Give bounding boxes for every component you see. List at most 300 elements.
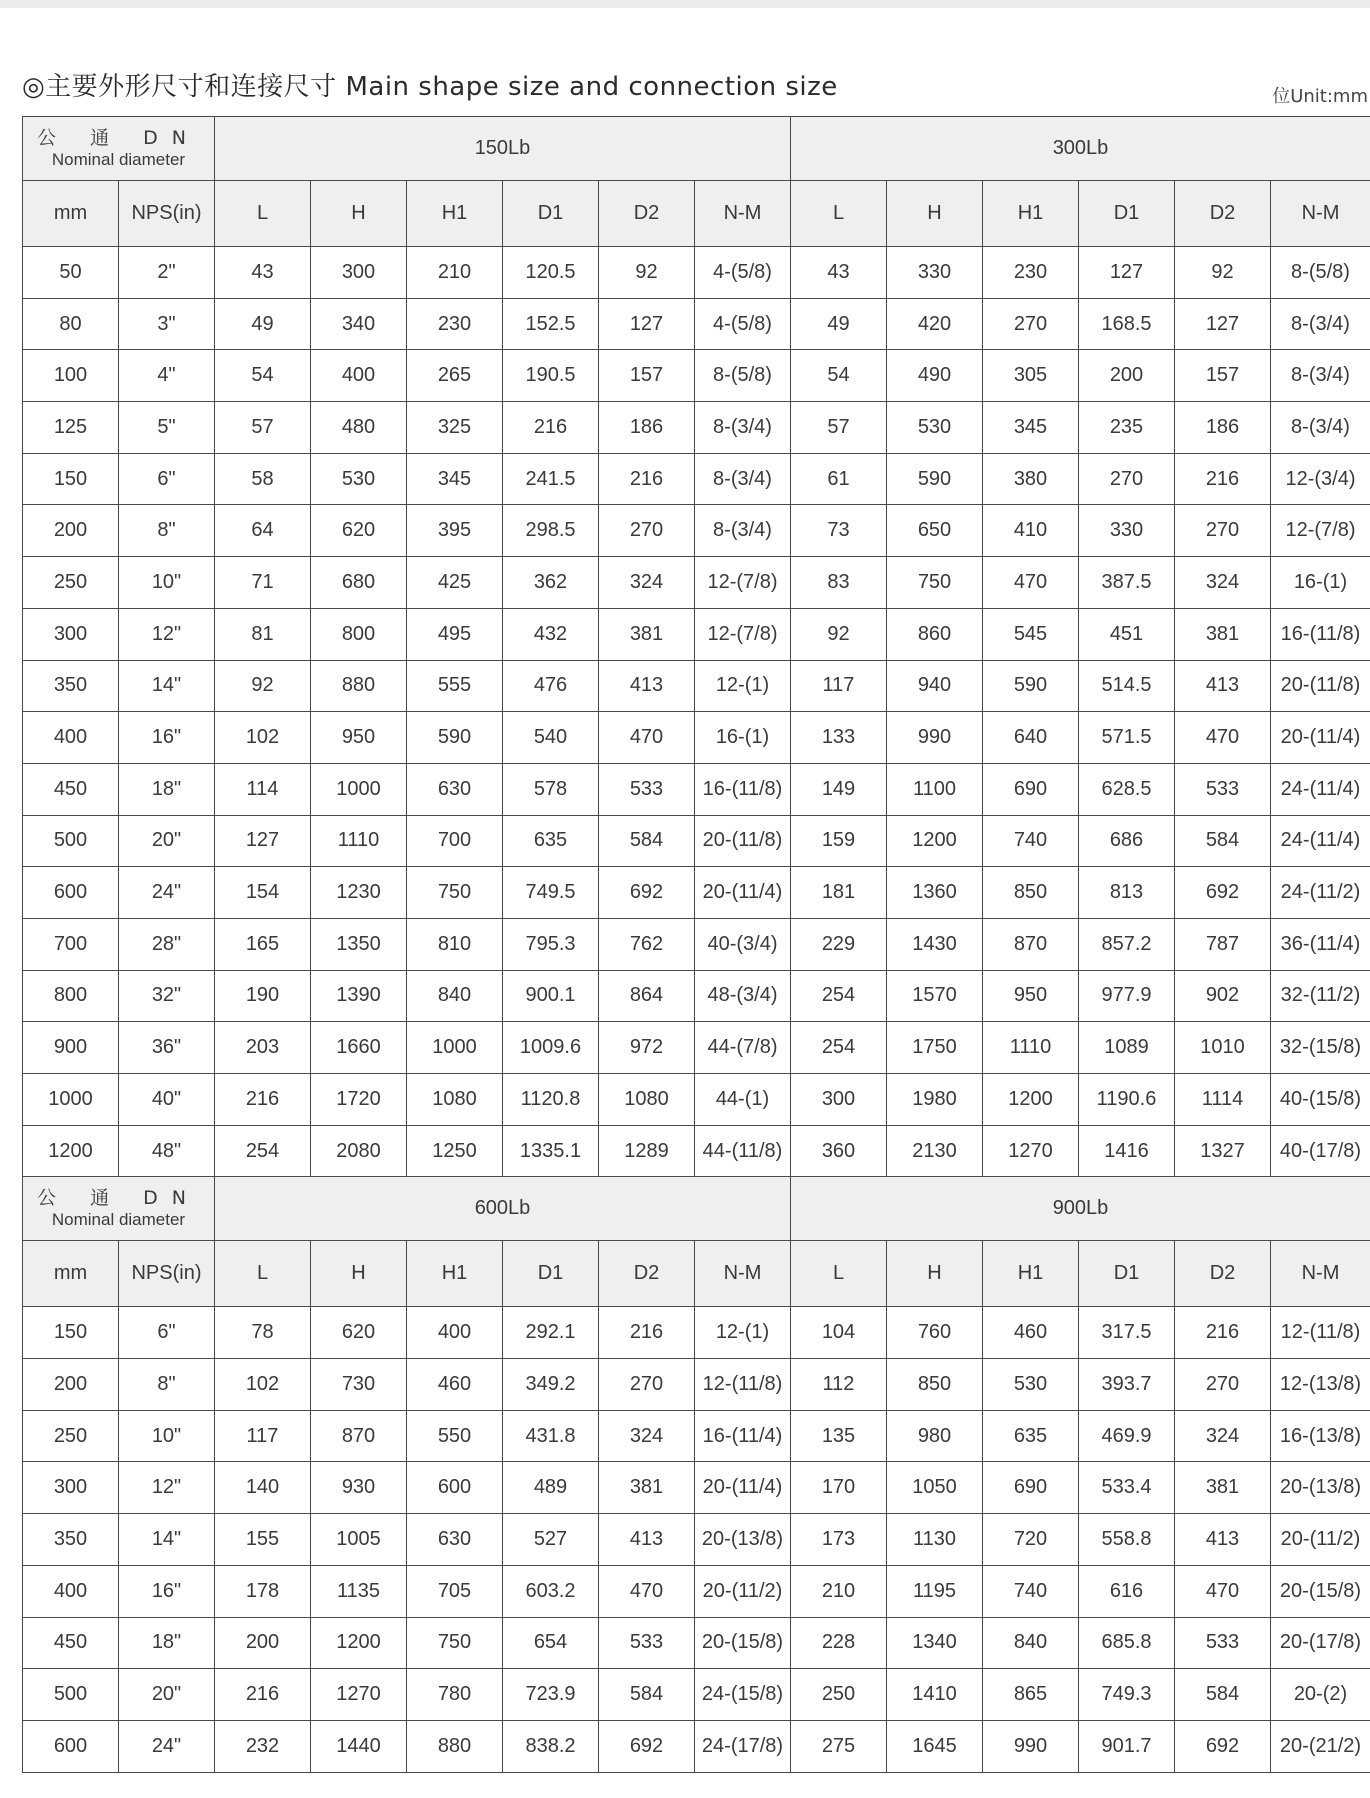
column-header: N-M [1271, 1241, 1370, 1307]
table-row [23, 505, 1370, 557]
table-cell: 470 [599, 1565, 695, 1617]
column-header: D1 [503, 1241, 599, 1307]
table-cell: 8-(3/4) [695, 402, 791, 454]
table-row [23, 608, 1370, 660]
table-cell: 460 [983, 1307, 1079, 1359]
table-cell: 990 [983, 1720, 1079, 1772]
column-header: D1 [1079, 1241, 1175, 1307]
table-cell: 1410 [887, 1669, 983, 1721]
table-cell: 92 [791, 608, 887, 660]
table-cell: 150 [23, 453, 119, 505]
table-cell: 750 [407, 867, 503, 919]
table-cell: 603.2 [503, 1565, 599, 1617]
column-header: D2 [1175, 181, 1271, 247]
table-cell: 950 [311, 712, 407, 764]
table-cell: 350 [23, 1514, 119, 1566]
table-cell: 930 [311, 1462, 407, 1514]
table-cell: 265 [407, 350, 503, 402]
table-cell: 362 [503, 557, 599, 609]
table-cell: 635 [503, 815, 599, 867]
table-cell: 780 [407, 1669, 503, 1721]
table-cell: 749.5 [503, 867, 599, 919]
table-cell: 692 [599, 867, 695, 919]
table-cell: 1327 [1175, 1125, 1271, 1177]
table-cell: 413 [1175, 1514, 1271, 1566]
table-cell: 133 [791, 712, 887, 764]
table-cell: 3" [119, 298, 215, 350]
table-cell: 44-(7/8) [695, 1022, 791, 1074]
table-cell: 228 [791, 1617, 887, 1669]
table-cell: 1130 [887, 1514, 983, 1566]
table-cell: 628.5 [1079, 763, 1175, 815]
table-cell: 1270 [983, 1125, 1079, 1177]
table-cell: 300 [311, 247, 407, 299]
table-cell: 700 [23, 918, 119, 970]
table-cell: 229 [791, 918, 887, 970]
table-cell: 8-(3/4) [695, 453, 791, 505]
table-cell: 324 [1175, 1410, 1271, 1462]
table-cell: 1570 [887, 970, 983, 1022]
table-cell: 640 [983, 712, 1079, 764]
table-cell: 432 [503, 608, 599, 660]
table-cell: 600 [23, 1720, 119, 1772]
table-cell: 324 [599, 557, 695, 609]
table-cell: 12-(11/8) [1271, 1307, 1370, 1359]
column-header: H1 [983, 181, 1079, 247]
table-cell: 431.8 [503, 1410, 599, 1462]
column-header: N-M [1271, 181, 1370, 247]
table-cell: 533.4 [1079, 1462, 1175, 1514]
table-cell: 50 [23, 247, 119, 299]
table-cell: 902 [1175, 970, 1271, 1022]
table-cell: 12" [119, 608, 215, 660]
table-cell: 102 [215, 1359, 311, 1411]
table-cell: 12-(7/8) [695, 608, 791, 660]
table-cell: 181 [791, 867, 887, 919]
table-cell: 40-(17/8) [1271, 1125, 1370, 1177]
table-cell: 36-(11/4) [1271, 918, 1370, 970]
table-cell: 8-(3/4) [1271, 298, 1370, 350]
table-cell: 2080 [311, 1125, 407, 1177]
table-cell: 584 [599, 815, 695, 867]
table-cell: 28" [119, 918, 215, 970]
table-cell: 350 [23, 660, 119, 712]
table-cell: 690 [983, 1462, 1079, 1514]
table-cell: 92 [599, 247, 695, 299]
table-cell: 73 [791, 505, 887, 557]
nominal-diameter-label-zh: 公 通 DN [37, 126, 200, 149]
table-cell: 1000 [23, 1074, 119, 1126]
table-cell: 170 [791, 1462, 887, 1514]
table-cell: 275 [791, 1720, 887, 1772]
table-cell: 16-(1) [1271, 557, 1370, 609]
table-cell: 305 [983, 350, 1079, 402]
table-cell: 135 [791, 1410, 887, 1462]
table-cell: 104 [791, 1307, 887, 1359]
table-cell: 178 [215, 1565, 311, 1617]
table-cell: 1005 [311, 1514, 407, 1566]
column-header: L [215, 181, 311, 247]
table-cell: 325 [407, 402, 503, 454]
table-cell: 12-(7/8) [1271, 505, 1370, 557]
column-header: H1 [407, 1241, 503, 1307]
table-cell: 940 [887, 660, 983, 712]
table-cell: 1110 [983, 1022, 1079, 1074]
table-cell: 92 [1175, 247, 1271, 299]
table-cell: 24-(11/4) [1271, 815, 1370, 867]
table-cell: 530 [311, 453, 407, 505]
table-cell: 723.9 [503, 1669, 599, 1721]
table-cell: 495 [407, 608, 503, 660]
table-cell: 381 [1175, 1462, 1271, 1514]
table-cell: 117 [215, 1410, 311, 1462]
table-cell: 387.5 [1079, 557, 1175, 609]
table-cell: 40" [119, 1074, 215, 1126]
table-cell: 20-(21/2) [1271, 1720, 1370, 1772]
table-cell: 12-(11/8) [695, 1359, 791, 1411]
table-cell: 533 [599, 763, 695, 815]
table-cell: 460 [407, 1359, 503, 1411]
table-cell: 20" [119, 1669, 215, 1721]
column-header: N-M [695, 181, 791, 247]
table-cell: 78 [215, 1307, 311, 1359]
table-cell: 1416 [1079, 1125, 1175, 1177]
table-row [23, 1565, 1370, 1617]
table-row [23, 1307, 1370, 1359]
table-cell: 8-(3/4) [1271, 402, 1370, 454]
table-cell: 795.3 [503, 918, 599, 970]
table-cell: 395 [407, 505, 503, 557]
pressure-class-header-row [23, 117, 1370, 181]
table-cell: 20-(15/8) [695, 1617, 791, 1669]
table-cell: 57 [215, 402, 311, 454]
table-cell: 901.7 [1079, 1720, 1175, 1772]
table-cell: 558.8 [1079, 1514, 1175, 1566]
table-cell: 216 [1175, 453, 1271, 505]
table-cell: 590 [887, 453, 983, 505]
table-cell: 654 [503, 1617, 599, 1669]
table-cell: 514.5 [1079, 660, 1175, 712]
table-cell: 20-(11/2) [695, 1565, 791, 1617]
table-cell: 400 [311, 350, 407, 402]
table-cell: 190.5 [503, 350, 599, 402]
table-cell: 298.5 [503, 505, 599, 557]
column-header: D2 [599, 181, 695, 247]
table-row [23, 815, 1370, 867]
table-cell: 810 [407, 918, 503, 970]
table-row [23, 1617, 1370, 1669]
table-cell: 16" [119, 712, 215, 764]
column-header: D2 [599, 1241, 695, 1307]
table-cell: 203 [215, 1022, 311, 1074]
table-cell: 317.5 [1079, 1307, 1175, 1359]
column-header: H [311, 1241, 407, 1307]
table-cell: 578 [503, 763, 599, 815]
table-cell: 127 [1079, 247, 1175, 299]
table-cell: 324 [599, 1410, 695, 1462]
table-cell: 102 [215, 712, 311, 764]
table-cell: 20" [119, 815, 215, 867]
table-cell: 8-(3/4) [695, 505, 791, 557]
table-cell: 155 [215, 1514, 311, 1566]
table-cell: 149 [791, 763, 887, 815]
table-cell: 480 [311, 402, 407, 454]
table-cell: 6" [119, 453, 215, 505]
table-cell: 864 [599, 970, 695, 1022]
table-cell: 1350 [311, 918, 407, 970]
table-cell: 760 [887, 1307, 983, 1359]
table-cell: 400 [407, 1307, 503, 1359]
table-cell: 1200 [887, 815, 983, 867]
column-header: D2 [1175, 1241, 1271, 1307]
table-cell: 865 [983, 1669, 1079, 1721]
table-row [23, 1410, 1370, 1462]
column-header: H1 [983, 1241, 1079, 1307]
table-cell: 860 [887, 608, 983, 660]
table-row [23, 1074, 1370, 1126]
table-cell: 900 [23, 1022, 119, 1074]
table-cell: 1089 [1079, 1022, 1175, 1074]
table-cell: 230 [407, 298, 503, 350]
table-cell: 584 [1175, 1669, 1271, 1721]
table-cell: 159 [791, 815, 887, 867]
table-cell: 190 [215, 970, 311, 1022]
table-row [23, 1720, 1370, 1772]
table-cell: 469.9 [1079, 1410, 1175, 1462]
table-cell: 545 [983, 608, 1079, 660]
table-cell: 210 [407, 247, 503, 299]
column-header-row [23, 181, 1370, 247]
table-cell: 324 [1175, 557, 1271, 609]
table-cell: 900.1 [503, 970, 599, 1022]
table-cell: 1720 [311, 1074, 407, 1126]
table-cell: 114 [215, 763, 311, 815]
table-cell: 8-(5/8) [1271, 247, 1370, 299]
table-cell: 1009.6 [503, 1022, 599, 1074]
table-cell: 584 [599, 1669, 695, 1721]
table-cell: 630 [407, 1514, 503, 1566]
table-cell: 24" [119, 1720, 215, 1772]
nominal-diameter-label-en: Nominal diameter [51, 149, 186, 169]
table-cell: 730 [311, 1359, 407, 1411]
table-cell: 550 [407, 1410, 503, 1462]
table-cell: 400 [23, 1565, 119, 1617]
table-cell: 20-(11/4) [695, 1462, 791, 1514]
column-header-row [23, 1241, 1370, 1307]
table-row [23, 867, 1370, 919]
table-cell: 590 [407, 712, 503, 764]
column-header: NPS(in) [119, 181, 215, 247]
table-cell: 36" [119, 1022, 215, 1074]
table-cell: 1100 [887, 763, 983, 815]
table-cell: 1289 [599, 1125, 695, 1177]
table-cell: 8-(5/8) [695, 350, 791, 402]
table-cell: 112 [791, 1359, 887, 1411]
table-cell: 800 [311, 608, 407, 660]
table-cell: 393.7 [1079, 1359, 1175, 1411]
table-cell: 750 [887, 557, 983, 609]
table-cell: 1195 [887, 1565, 983, 1617]
table-cell: 540 [503, 712, 599, 764]
table-cell: 20-(2) [1271, 1669, 1370, 1721]
table-cell: 140 [215, 1462, 311, 1514]
table-cell: 692 [1175, 1720, 1271, 1772]
table-cell: 2130 [887, 1125, 983, 1177]
column-header: mm [23, 181, 119, 247]
table-cell: 330 [1079, 505, 1175, 557]
table-cell: 48" [119, 1125, 215, 1177]
table-cell: 54 [791, 350, 887, 402]
table-cell: 125 [23, 402, 119, 454]
table-row [23, 712, 1370, 764]
table-cell: 83 [791, 557, 887, 609]
table-cell: 200 [1079, 350, 1175, 402]
table-cell: 400 [23, 712, 119, 764]
table-cell: 451 [1079, 608, 1175, 660]
table-cell: 173 [791, 1514, 887, 1566]
table-cell: 4" [119, 350, 215, 402]
table-cell: 1340 [887, 1617, 983, 1669]
table-cell: 470 [599, 712, 695, 764]
pressure-class-label: 900Lb [791, 1177, 1370, 1241]
table-cell: 24-(11/4) [1271, 763, 1370, 815]
table-cell: 49 [791, 298, 887, 350]
table-row [23, 247, 1370, 299]
table-cell: 4-(5/8) [695, 298, 791, 350]
table-cell: 1000 [311, 763, 407, 815]
table-row [23, 1669, 1370, 1721]
table-cell: 680 [311, 557, 407, 609]
table-cell: 127 [599, 298, 695, 350]
table-cell: 1360 [887, 867, 983, 919]
table-cell: 18" [119, 763, 215, 815]
table-row [23, 918, 1370, 970]
table-cell: 762 [599, 918, 695, 970]
table-cell: 20-(11/2) [1271, 1514, 1370, 1566]
table-cell: 216 [215, 1074, 311, 1126]
table-cell: 857.2 [1079, 918, 1175, 970]
table-cell: 420 [887, 298, 983, 350]
table-cell: 24-(15/8) [695, 1669, 791, 1721]
table-cell: 32" [119, 970, 215, 1022]
table-cell: 490 [887, 350, 983, 402]
table-cell: 489 [503, 1462, 599, 1514]
table-cell: 838.2 [503, 1720, 599, 1772]
table-cell: 20-(17/8) [1271, 1617, 1370, 1669]
table-cell: 270 [599, 505, 695, 557]
table-cell: 20-(11/4) [1271, 712, 1370, 764]
table-cell: 230 [983, 247, 1079, 299]
table-cell: 250 [23, 557, 119, 609]
table-cell: 705 [407, 1565, 503, 1617]
table-cell: 533 [1175, 763, 1271, 815]
table-cell: 380 [983, 453, 1079, 505]
page-title: ◎主要外形尺寸和连接尺寸 Main shape size and connection size [22, 72, 838, 102]
table-cell: 972 [599, 1022, 695, 1074]
column-header: L [791, 1241, 887, 1307]
table-cell: 16-(13/8) [1271, 1410, 1370, 1462]
table-cell: 700 [407, 815, 503, 867]
column-header: D1 [1079, 181, 1175, 247]
table-cell: 12-(1) [695, 1307, 791, 1359]
table-cell: 5" [119, 402, 215, 454]
table-cell: 16-(11/8) [1271, 608, 1370, 660]
table-cell: 20-(11/8) [695, 815, 791, 867]
table-cell: 20-(11/4) [695, 867, 791, 919]
table-cell: 20-(13/8) [1271, 1462, 1370, 1514]
table-cell: 43 [215, 247, 311, 299]
table-cell: 186 [599, 402, 695, 454]
table-cell: 590 [983, 660, 1079, 712]
table-cell: 43 [791, 247, 887, 299]
table-cell: 1010 [1175, 1022, 1271, 1074]
table-cell: 1430 [887, 918, 983, 970]
table-cell: 241.5 [503, 453, 599, 505]
table-cell: 740 [983, 815, 1079, 867]
table-cell: 410 [983, 505, 1079, 557]
table-row [23, 660, 1370, 712]
table-cell: 157 [599, 350, 695, 402]
column-header: H [311, 181, 407, 247]
table-cell: 216 [1175, 1307, 1271, 1359]
table-cell: 1135 [311, 1565, 407, 1617]
table-cell: 600 [23, 867, 119, 919]
table-cell: 54 [215, 350, 311, 402]
column-header: H [887, 181, 983, 247]
table-cell: 165 [215, 918, 311, 970]
table-cell: 840 [407, 970, 503, 1022]
table-cell: 850 [887, 1359, 983, 1411]
table-cell: 64 [215, 505, 311, 557]
table-cell: 10" [119, 1410, 215, 1462]
table-cell: 990 [887, 712, 983, 764]
table-cell: 813 [1079, 867, 1175, 919]
table-cell: 616 [1079, 1565, 1175, 1617]
table-cell: 1390 [311, 970, 407, 1022]
column-header: N-M [695, 1241, 791, 1307]
table-cell: 235 [1079, 402, 1175, 454]
table-cell: 500 [23, 1669, 119, 1721]
table-cell: 300 [791, 1074, 887, 1126]
table-cell: 630 [407, 763, 503, 815]
table-cell: 32-(15/8) [1271, 1022, 1370, 1074]
table-cell: 413 [599, 660, 695, 712]
table-cell: 686 [1079, 815, 1175, 867]
table-cell: 360 [791, 1125, 887, 1177]
table-cell: 216 [599, 1307, 695, 1359]
table-cell: 950 [983, 970, 1079, 1022]
table-cell: 1750 [887, 1022, 983, 1074]
table-cell: 127 [215, 815, 311, 867]
table-cell: 840 [983, 1617, 1079, 1669]
top-bar [0, 0, 1370, 8]
table-cell: 555 [407, 660, 503, 712]
table-cell: 980 [887, 1410, 983, 1462]
table-cell: 270 [1175, 505, 1271, 557]
table-cell: 880 [407, 1720, 503, 1772]
table-cell: 32-(11/2) [1271, 970, 1370, 1022]
nominal-diameter-label-en: Nominal diameter [51, 1209, 186, 1229]
table-cell: 476 [503, 660, 599, 712]
table-cell: 254 [215, 1125, 311, 1177]
table-cell: 200 [215, 1617, 311, 1669]
table-cell: 1080 [599, 1074, 695, 1126]
table-cell: 1110 [311, 815, 407, 867]
table-row [23, 1359, 1370, 1411]
column-header: D1 [503, 181, 599, 247]
table-cell: 49 [215, 298, 311, 350]
nominal-diameter-header [23, 117, 215, 181]
